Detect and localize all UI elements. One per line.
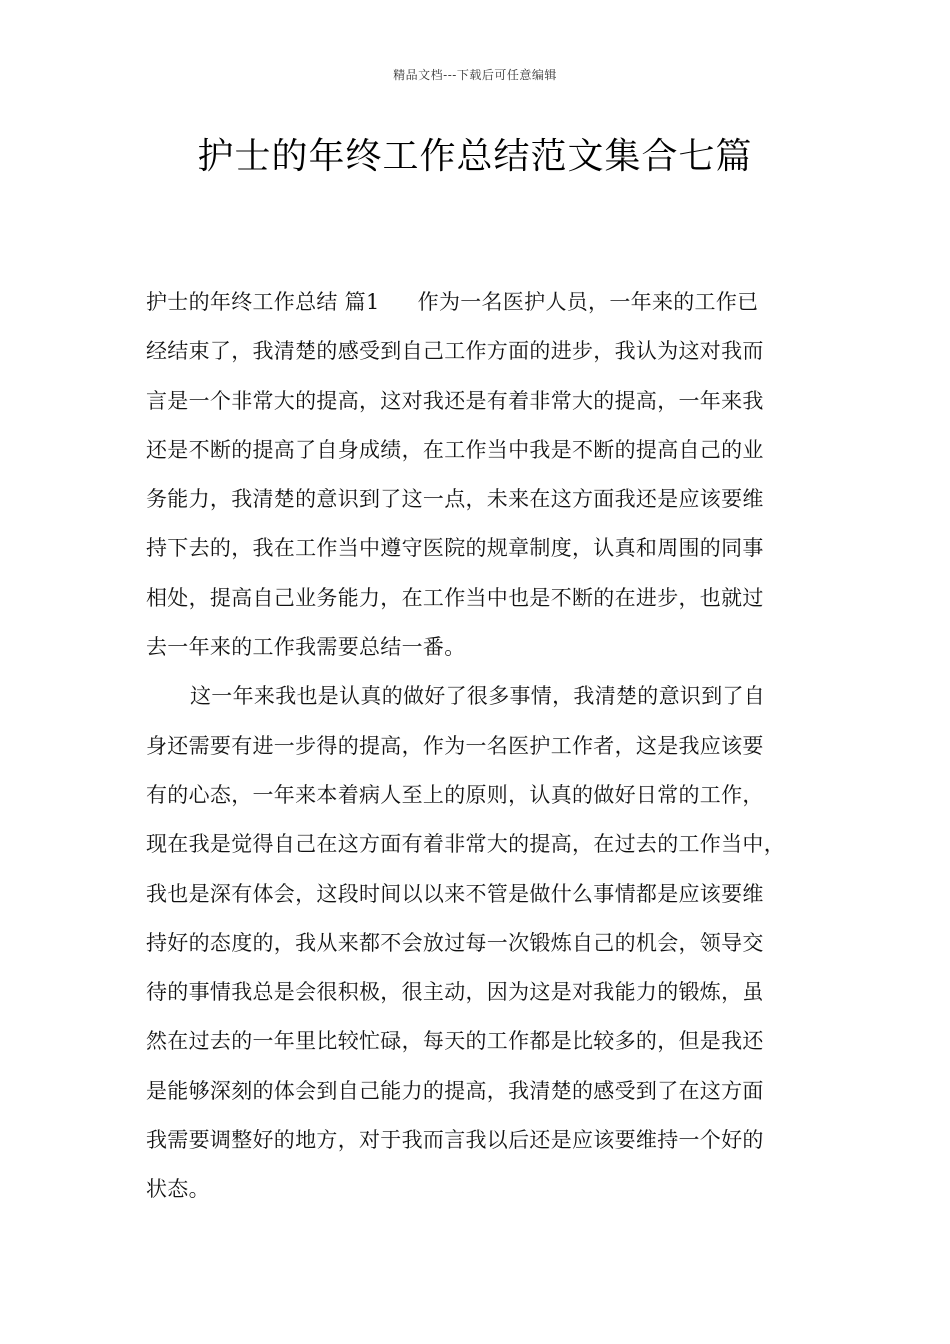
paragraph-line: 言是一个非常大的提高，这对我还是有着非常大的提高，一年来我	[146, 388, 764, 413]
paragraph-line: 我需要调整好的地方，对于我而言我以后还是应该要维持一个好的	[146, 1128, 764, 1153]
paragraph-line: 我也是深有体会，这段时间以以来不管是做什么事情都是应该要维	[146, 881, 764, 906]
paragraph-line: 持下去的，我在工作当中遵守医院的规章制度，认真和周围的同事	[146, 536, 764, 561]
paragraph-line: 然在过去的一年里比较忙碌，每天的工作都是比较多的，但是我还	[146, 1029, 764, 1054]
paragraph-line: 现在我是觉得自己在这方面有着非常大的提高，在过去的工作当中，	[146, 832, 785, 857]
paragraph-line: 去一年来的工作我需要总结一番。	[146, 635, 466, 660]
paragraph-1-line-1	[146, 278, 816, 327]
paragraph-1-line-1-text: 作为一名医护人员，一年来的工作已	[417, 290, 759, 314]
paragraph-line: 有的心态，一年来本着病人至上的原则，认真的做好日常的工作，	[146, 782, 764, 807]
paragraph-line: 待的事情我总是会很积极，很主动，因为这是对我能力的锻炼，虽	[146, 980, 764, 1005]
paragraph-line: 持好的态度的，我从来都不会放过每一次锻炼自己的机会，领导交	[146, 930, 764, 955]
paragraph-line: 务能力，我清楚的意识到了这一点，未来在这方面我还是应该要维	[146, 487, 764, 512]
paragraph-line: 状态。	[146, 1177, 210, 1202]
section-heading: 护士的年终工作总结 篇1	[146, 290, 380, 314]
paragraph-line: 相处，提高自己业务能力，在工作当中也是不断的在进步，也就过	[146, 585, 764, 610]
paragraph-line: 是能够深刻的体会到自己能力的提高，我清楚的感受到了在这方面	[146, 1078, 764, 1103]
paragraph-line: 这一年来我也是认真的做好了很多事情，我清楚的意识到了自	[190, 684, 766, 709]
document-title: 护士的年终工作总结范文集合七篇	[197, 136, 753, 177]
paragraph-line: 还是不断的提高了自身成绩，在工作当中我是不断的提高自己的业	[146, 437, 764, 462]
paragraph-line: 经结束了，我清楚的感受到自己工作方面的进步，我认为这对我而	[146, 339, 764, 364]
header-note: 精品文档---下载后可任意编辑	[393, 68, 557, 82]
body-text	[146, 278, 816, 1215]
paragraph-line: 身还需要有进一步得的提高，作为一名医护工作者，这是我应该要	[146, 733, 764, 758]
